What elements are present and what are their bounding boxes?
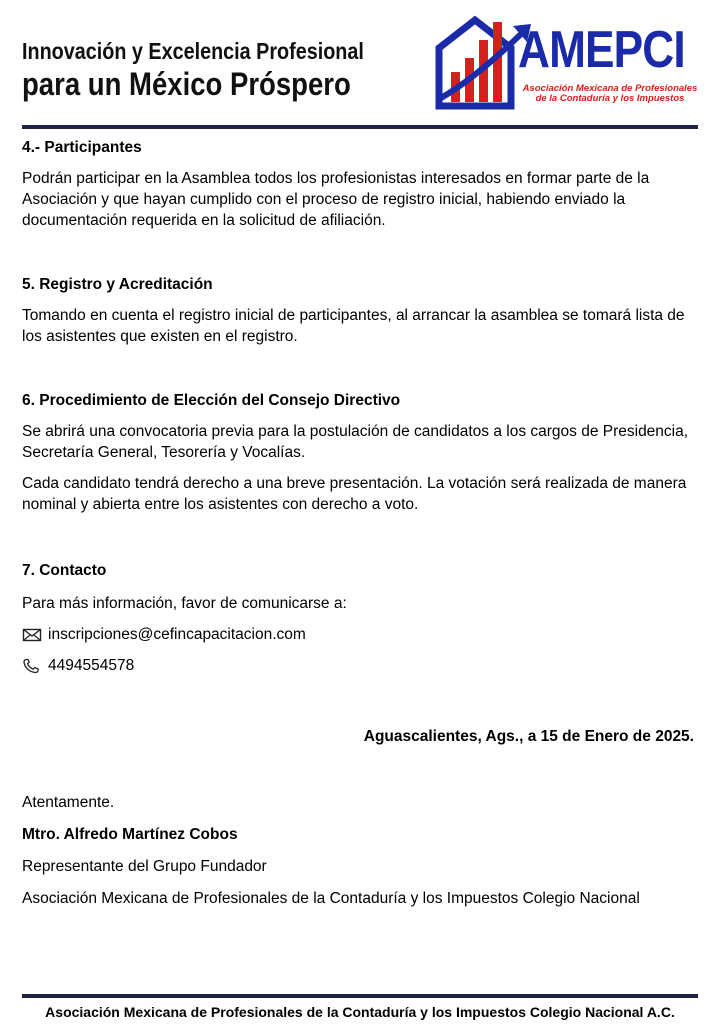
- section-body-2: Cada candidato tendrá derecho a una breve presentación. La votación será realizada de manera nominal y abierta entre los asistentes con derecho a voto.: [22, 475, 687, 513]
- date-line: Aguascalientes, Ags., a 15 de Enero de 2025.: [363, 728, 694, 745]
- envelope-icon: [22, 627, 42, 643]
- section-registro: [22, 275, 694, 347]
- contact-phone-row: [22, 655, 694, 676]
- signer-name: Mtro. Alfredo Martínez Cobos: [22, 826, 238, 843]
- header-slogan: [22, 36, 420, 102]
- signature-block: [22, 792, 702, 920]
- logo-wordmark: AMEPCI: [518, 21, 685, 79]
- section-title: 7. Contacto: [22, 562, 107, 579]
- section-body-1: Se abrirá una convocatoria previa para la postulación de candidatos a los cargos de Presidencia, Secretaría General, Tesorería y Vocalías.: [22, 423, 689, 461]
- signer-role: Representante del Grupo Fundador: [22, 858, 267, 875]
- section-body: Tomando en cuenta el registro inicial de participantes, al arrancar la asamblea se tomará lista de los asistentes que existen en el registro.: [22, 307, 685, 345]
- logo-subtitle: Asociación Mexicana de Profesionales de la Contaduría y los Impuestos: [522, 83, 698, 104]
- contact-phone[interactable]: 4494554578: [48, 657, 135, 674]
- page-header: [0, 0, 720, 125]
- section-title: 4.- Participantes: [22, 139, 142, 156]
- section-contacto: [22, 561, 694, 676]
- phone-icon: [22, 658, 42, 674]
- section-participantes: [22, 138, 694, 231]
- section-title: 6. Procedimiento de Elección del Consejo Directivo: [22, 392, 401, 409]
- section-procedimiento: [22, 391, 694, 515]
- footer-divider: [22, 994, 698, 998]
- section-title: 5. Registro y Acreditación: [22, 276, 213, 293]
- slogan-line-1: Innovación y Excelencia Profesional: [22, 38, 364, 64]
- closing: Atentamente.: [22, 794, 115, 811]
- page-footer: Asociación Mexicana de Profesionales de la Contaduría y los Impuestos Colegio Nacional A.C.: [45, 1004, 675, 1020]
- contact-email[interactable]: inscripciones@cefincapacitacion.com: [48, 626, 306, 643]
- section-body: Podrán participar en la Asamblea todos los profesionistas interesados en formar parte de la Asociación y que hayan cumplido con el proceso de registro inicial, habiendo enviado la documentación requerida en la solicitud de afiliación.: [22, 170, 650, 229]
- contact-email-row: [22, 624, 694, 645]
- header-divider: [22, 125, 698, 129]
- contact-intro: Para más información, favor de comunicarse a:: [22, 595, 347, 612]
- slogan-line-2: para un México Próspero: [22, 66, 351, 102]
- signer-org: Asociación Mexicana de Profesionales de la Contaduría y los Impuestos Colegio Nacional: [22, 890, 640, 907]
